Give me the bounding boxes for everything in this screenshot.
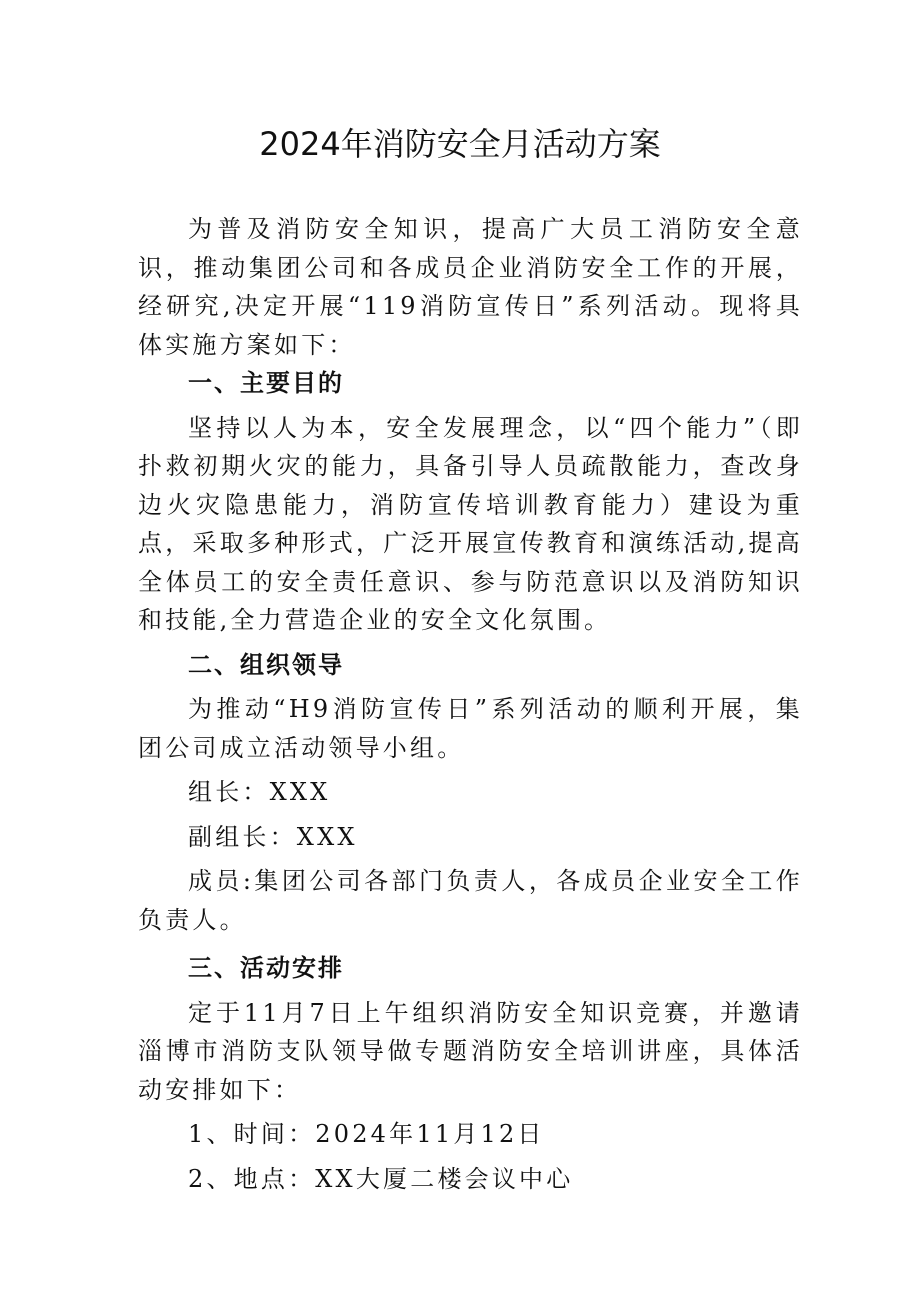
section-heading-leadership: 二、组织领导 bbox=[188, 650, 344, 679]
intro-paragraph: 为普及消防安全知识，提高广大员工消防安全意识，推动集团公司和各成员企业消防安全工作的开展，经研究,决定开展“119消防宣传日”系列活动。现将具体实施方案如下： bbox=[138, 215, 803, 359]
list-item-leader: 组长：XXX bbox=[188, 778, 331, 806]
spacer bbox=[138, 939, 803, 949]
document-body bbox=[138, 210, 803, 1198]
section-heading-purpose: 一、主要目的 bbox=[188, 369, 344, 397]
list-item-members: 成员:集团公司各部门负责人，各成员企业安全工作负责人。 bbox=[138, 867, 803, 934]
document-title: 2024年消防安全月活动方案 bbox=[259, 125, 661, 163]
list-item-deputy-leader: 副组长：XXX bbox=[188, 822, 358, 851]
list-item-location: 2、地点：XX大厦二楼会议中心 bbox=[188, 1164, 574, 1193]
arrangement-paragraph: 定于11月7日上午组织消防安全知识竞赛，并邀请淄博市消防支队领导做专题消防安全培训讲座，具体活动安排如下： bbox=[138, 998, 803, 1104]
section-heading-arrangement: 三、活动安排 bbox=[188, 954, 344, 982]
leadership-paragraph: 为推动“H9消防宣传日”系列活动的顺利开展，集团公司成立活动领导小组。 bbox=[138, 695, 803, 762]
list-item-time: 1、时间：2024年11月12日 bbox=[188, 1120, 545, 1148]
purpose-paragraph: 坚持以人为本，安全发展理念，以“四个能力”（即扑救初期火灾的能力，具备引导人员疏散能力，查改身边火灾隐患能力，消防宣传培训教育能力）建设为重点，采取多种形式，广泛开展宣传教育和演练活动,提高全体员工的安全责任意识、参与防范意识以及消防知识和技能,全力营造企业的安全文化氛围。 bbox=[138, 413, 803, 634]
